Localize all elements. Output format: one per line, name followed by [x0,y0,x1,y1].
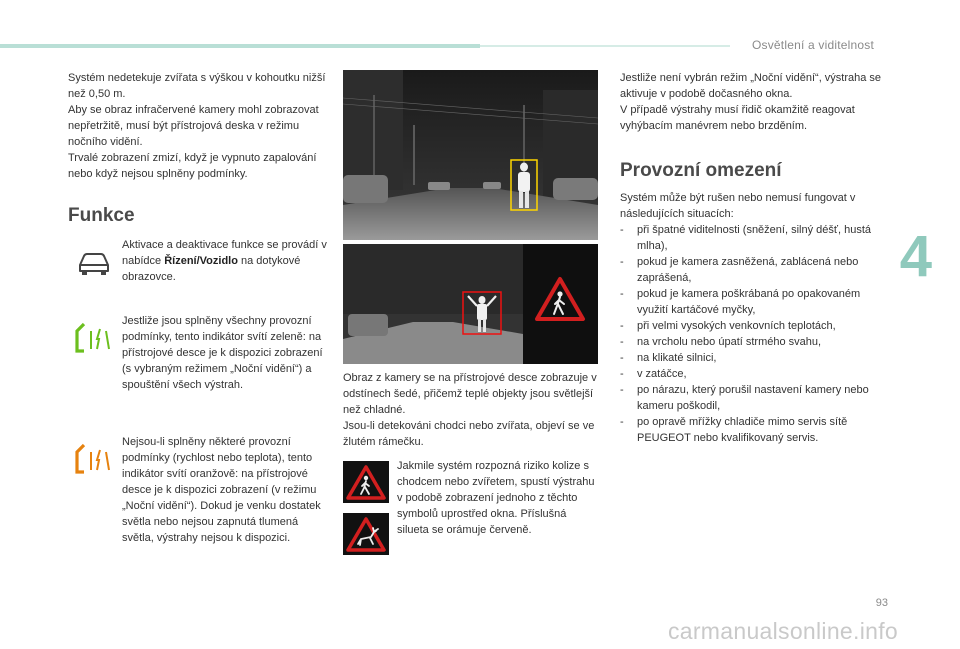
function-item-text: Jestliže jsou splněny všechny provozní podmínky, tento indikátor svítí zeleně: na přístrojové desce je k dispozici zobrazení (s vybraným režimem „Noční vidění“) a spouštění všech výstrah. [122,315,323,391]
list-item: - na vrcholu nebo úpatí strmého svahu, [620,334,882,350]
heading-provozni-omezeni: Provozní omezení [620,160,782,181]
function-item-green [68,313,330,413]
function-item-text: Aktivace a deaktivace funkce se provádí v nabídce Řízení/Vozidlo na dotykové obrazovce. [122,239,327,283]
list-item: - pokud je kamera poškrábaná po opakovaném využití kartáčové myčky, [620,286,882,318]
watermark: carmanualsonline.info [667,618,898,644]
function-item-orange [68,434,330,564]
night-vision-camera-image [343,70,598,240]
page-number: 93 [875,597,888,609]
column-left-intro [68,70,330,182]
menu-path: Řízení/Vozidlo [164,255,238,267]
pedestrian-warning-icon [343,461,389,503]
warning-symbols [343,461,389,565]
list-item: - při špatné viditelnosti (sněžení, silný déšť, hustá mlha), [620,222,882,254]
image-caption [343,370,598,450]
section-title: Osvětlení a viditelnost [752,38,874,52]
list-item: - pokud je kamera zasněžená, zablácená nebo zaprášená, [620,254,882,286]
car-icon [74,245,114,279]
limitations-list [620,222,882,446]
warning-description: Jakmile systém rozpozná riziko kolize s chodcem nebo zvířetem, spustí výstrahu v podobě zobrazení jednoho z těchto symbolů uprostřed okna. Příslušná silueta se orámuje červeně. [397,460,595,536]
header-accent-bar [0,44,480,48]
paragraph: Obraz z kamery se na přístrojové desce zobrazuje v odstínech šedé, přičemž teplé objekty jsou světlejší než chladné. [343,372,597,416]
paragraph: Trvalé zobrazení zmizí, když je vypnuto zapalování nebo když nejsou splněny podmínky. [68,152,317,180]
chapter-number: 4 [899,224,932,289]
night-vision-green-indicator-icon [74,321,114,355]
function-item-activation [68,237,330,287]
paragraph: V případě výstrahy musí řidič okamžitě reagovat vyhýbacím manévrem nebo brzděním. [620,104,855,132]
function-item-text: Nejsou-li splněny některé provozní podmínky (rychlost nebo teplota), tento indikátor svítí oranžově: na přístrojové desce je k dispozici zobrazení (v režimu „Noční vidění“). Dokud je venku dostatek světla nebo nejsou zapnutá tlumená světla, výstrahy nejsou k dispozici. [122,436,321,544]
paragraph: Systém nedetekuje zvířata s výškou v kohoutku nižší než 0,50 m. [68,72,326,100]
night-vision-warning-image [343,244,598,364]
header-accent-line [480,45,730,47]
list-item: - po opravě mřížky chladiče mimo servis sítě PEUGEOT nebo kvalifikovaný servis. [620,414,882,446]
column-right-intro [620,70,882,134]
heading-funkce: Funkce [68,205,135,226]
deer-warning-icon [343,513,389,555]
chapter-tab [900,217,960,297]
paragraph: Aby se obraz infračervené kamery mohl zobrazovat nepřetržitě, musí být přístrojová deska v režimu nočního vidění. [68,104,319,148]
night-vision-orange-indicator-icon [74,442,114,476]
paragraph: Jestliže není vybrán režim „Noční vidění“, výstraha se aktivuje v podobě dočasného okna. [620,72,882,100]
list-item: - v zatáčce, [620,366,882,382]
paragraph: Jsou-li detekováni chodci nebo zvířata, objeví se ve žlutém rámečku. [343,420,595,448]
list-item: - po nárazu, který porušil nastavení kamery nebo kameru poškodil, [620,382,882,414]
limitations-intro: Systém může být rušen nebo nemusí fungovat v následujících situacích: [620,192,856,220]
list-item: - na klikaté silnici, [620,350,882,366]
list-item: - při velmi vysokých venkovních teplotách, [620,318,882,334]
